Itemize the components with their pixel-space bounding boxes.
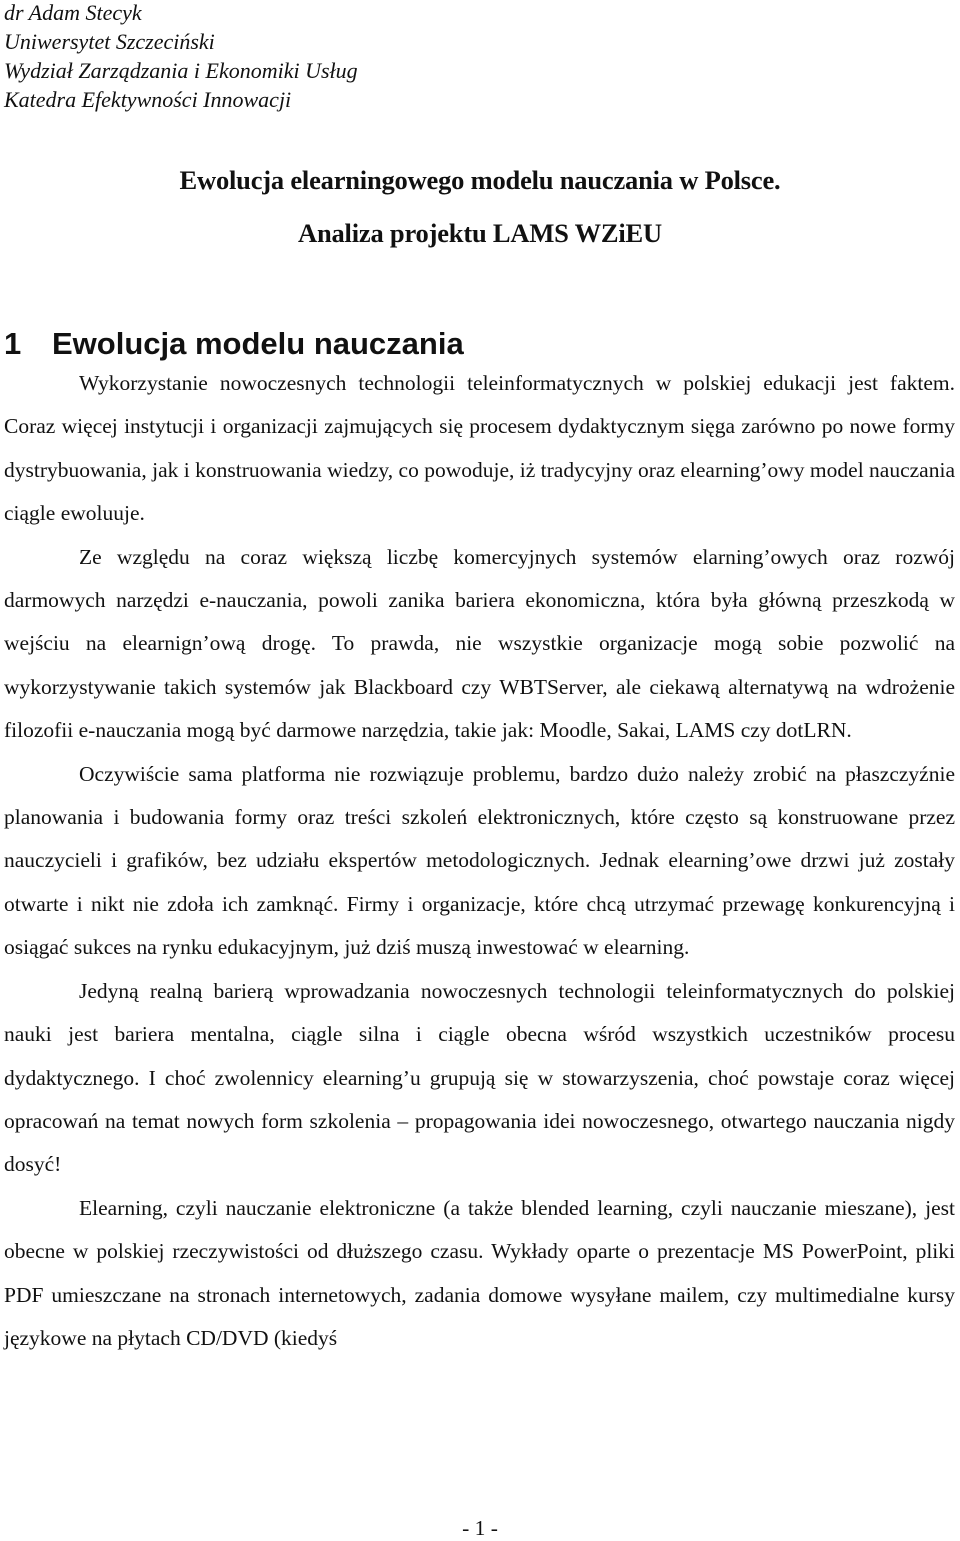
author-name: dr Adam Stecyk [4,0,142,25]
paragraph: Oczywiście sama platforma nie rozwiązuje problemu, bardzo dużo należy zrobić na płaszczyźnie planowania i budowania formy oraz treści szkoleń elektronicznych, które często są konstruowane przez nauczycieli i grafików, bez udziału ekspertów metodologicznych. Jednak elearning’owe drzwi już zostały otwarte i nikt nie zdoła ich zamknąć. Firmy i organizacje, które chcą utrzymać przewagę konkurencyjną i osiągać sukces na rynku edukacyjnym, już dziś muszą inwestować w elearning. [4,761,955,960]
paragraph: Ze względu na coraz większą liczbę komercyjnych systemów elarning’owych oraz rozwój darmowych narzędzi e-nauczania, powoli zanika bariera ekonomiczna, która była główną przeszkodą w wejściu na elearnign’ową drogę. To prawda, nie wszystkie organizacje mogą sobie pozwolić na wykorzystywanie takich systemów jak Blackboard czy WBTServer, ale ciekawą alternatywą na wdrożenie filozofii e-nauczania mogą być darmowe narzędzia, takie jak: Moodle, Sakai, LAMS czy dotLRN. [4,544,955,743]
title-line-1: Ewolucja elearningowego modelu nauczania w Polsce. [179,165,781,195]
section-title: Ewolucja modelu nauczania [52,326,464,361]
faculty-name: Wydział Zarządzania i Ekonomiki Usług [4,58,358,83]
paragraph: Elearning, czyli nauczanie elektroniczne (a także blended learning, czyli nauczanie mieszane), jest obecne w polskiej rzeczywistości od dłuższego czasu. Wykłady oparte o prezentacje MS PowerPoint, pliki PDF umieszczane na stronach internetowych, zadania domowe wysyłane mailem, czy multimedialne kursy językowe na płytach CD/DVD (kiedyś [4,1195,955,1350]
author-affiliation [4,0,358,114]
body-text [4,362,955,1360]
page-number: - 1 - [462,1516,498,1540]
title-line-2: Analiza projektu LAMS WZiEU [298,218,662,248]
section-heading [4,322,464,366]
university-name: Uniwersytet Szczeciński [4,29,215,54]
document-title [0,154,960,260]
paragraph: Jedyną realną barierą wprowadzania nowoczesnych technologii teleinformatycznych do polskiej nauki jest bariera mentalna, ciągle silna i ciągle obecna wśród wszystkich uczestników procesu dydaktycznego. I choć zwolennicy elearning’u grupują się w stowarzyszenia, choć powstaje coraz więcej opracowań na temat nowych form szkolenia – propagowania idei nowoczesnego, otwartego nauczania nigdy dosyć! [4,978,955,1177]
section-number: 1 [4,326,22,361]
paragraph: Wykorzystanie nowoczesnych technologii teleinformatycznych w polskiej edukacji jest faktem. Coraz więcej instytucji i organizacji zajmujących się procesem dydaktycznym sięga zarówno po nowe formy dystrybuowania, jak i konstruowania wiedzy, co powoduje, iż tradycyjny oraz elearning’owy model nauczania ciągle ewoluuje. [4,371,955,526]
department-name: Katedra Efektywności Innowacji [4,87,292,112]
